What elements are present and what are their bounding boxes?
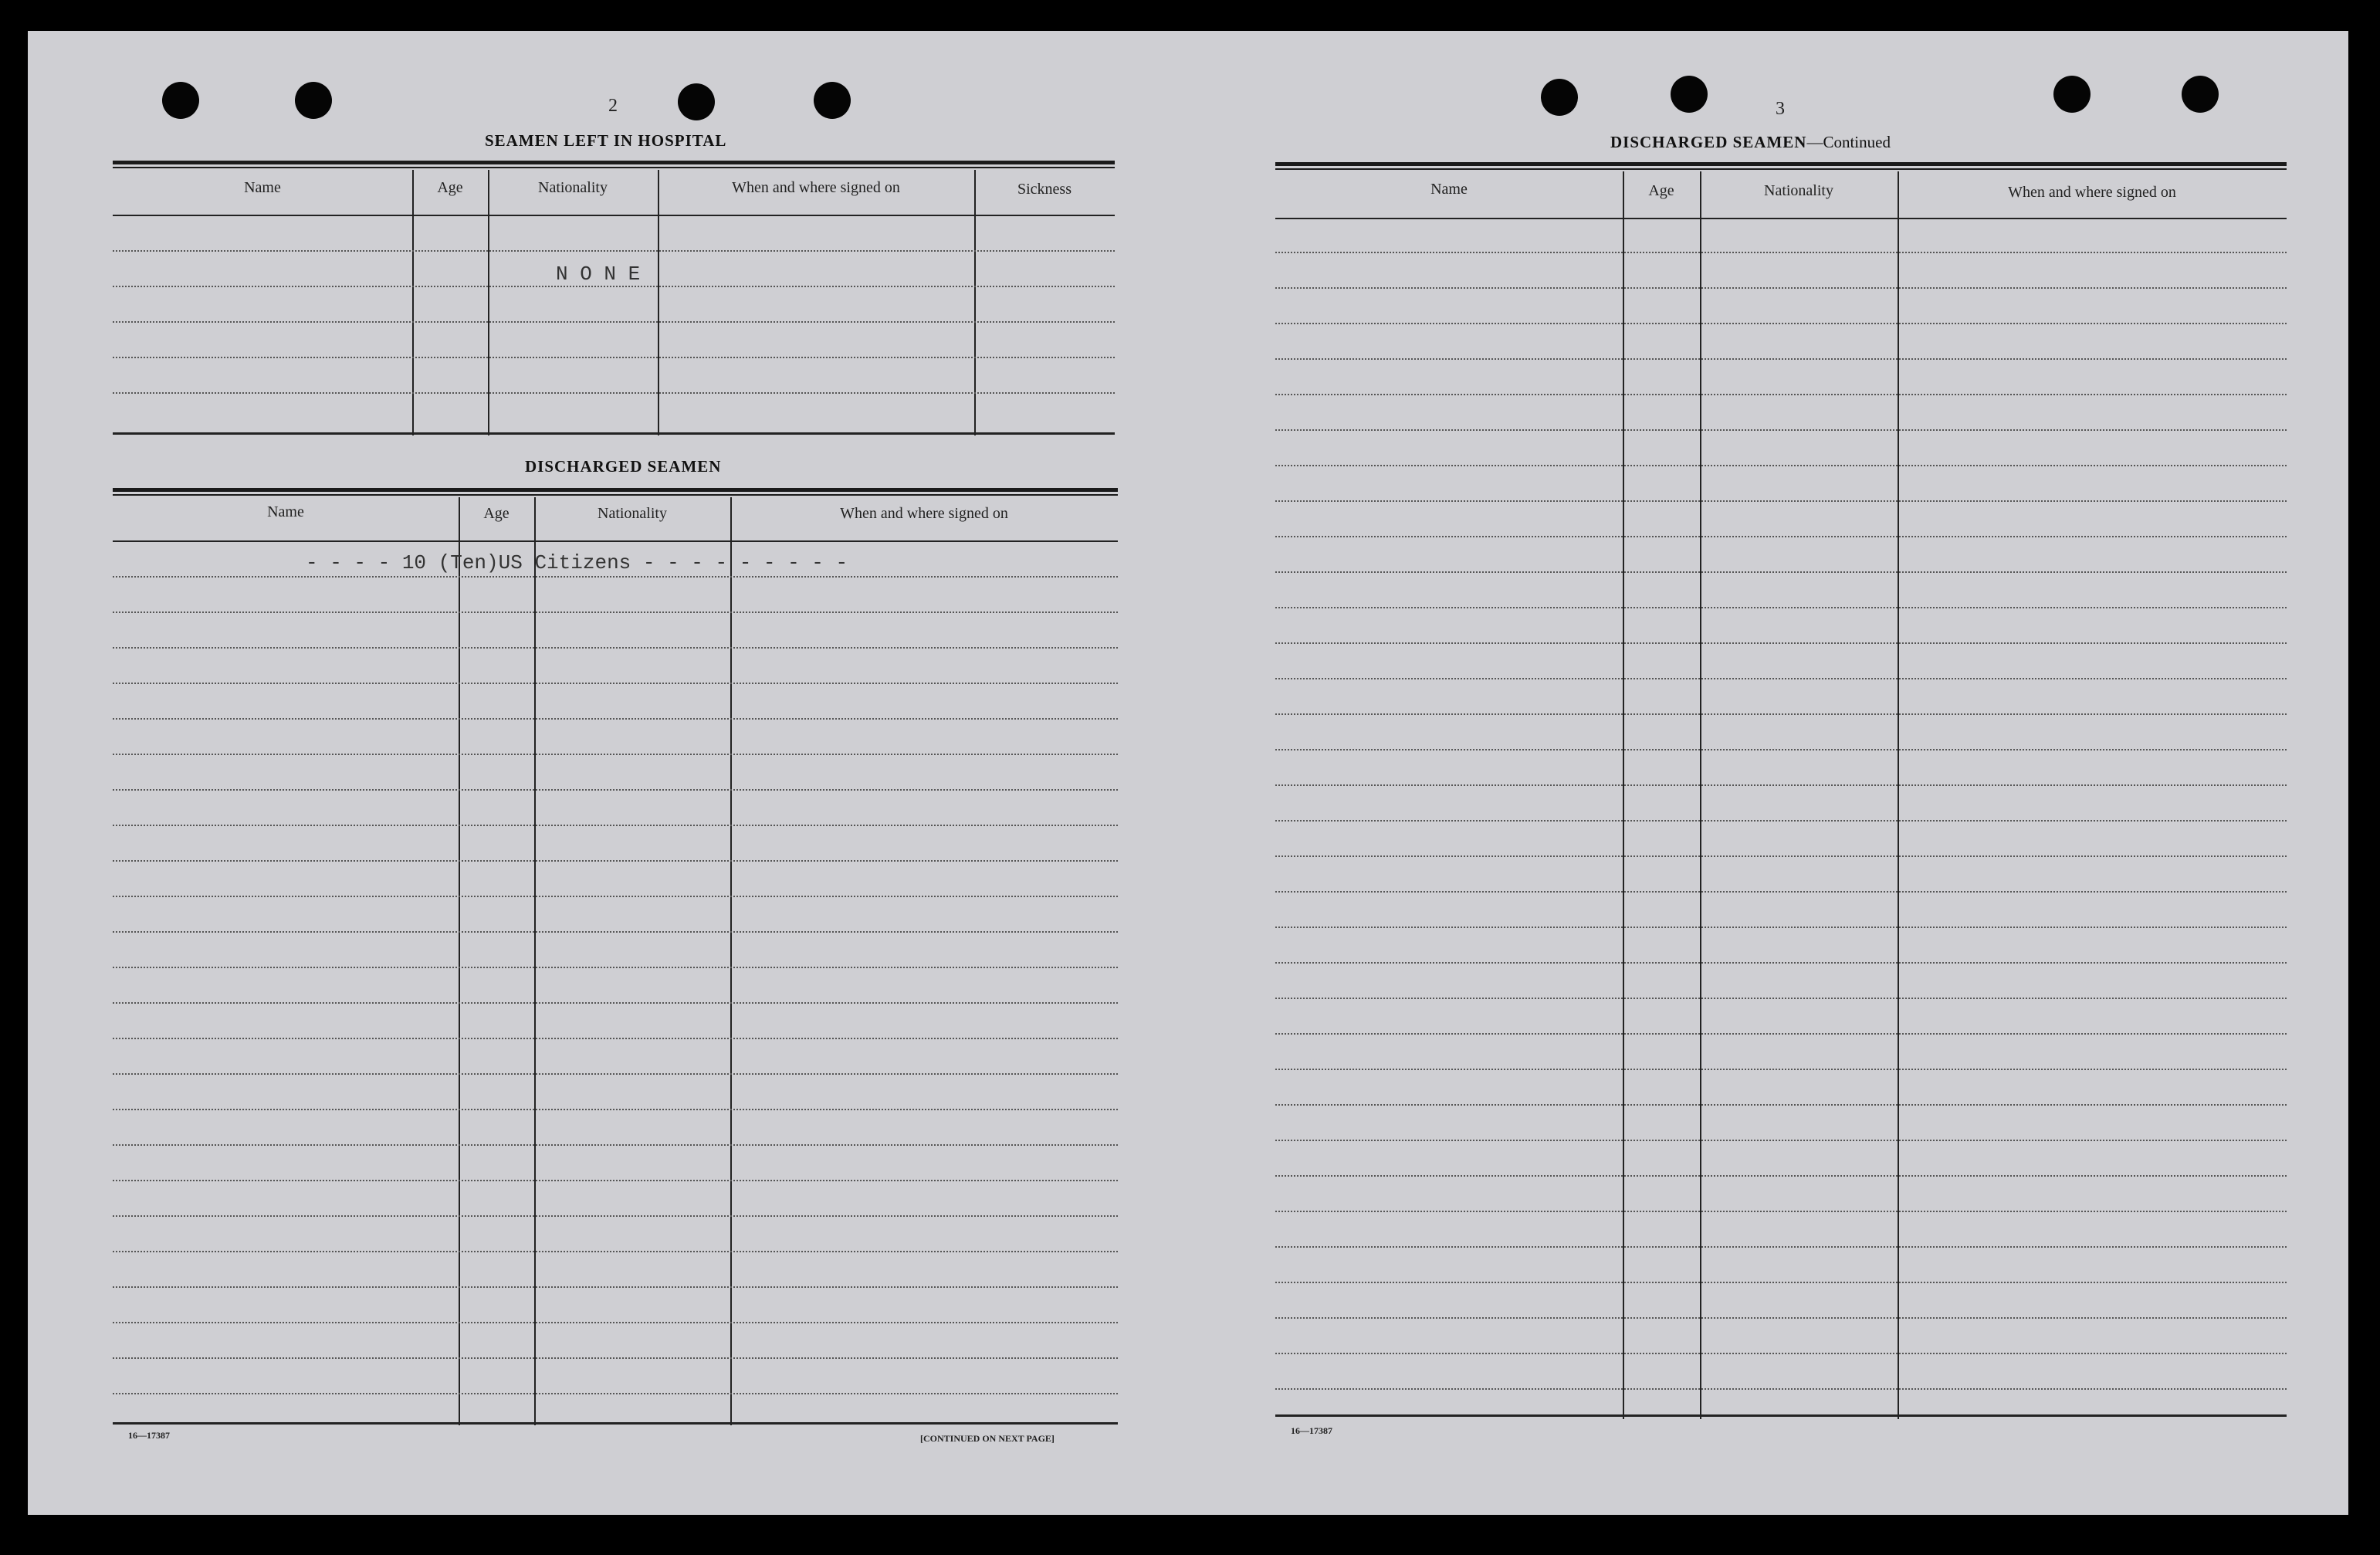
column-header-nationality: Nationality [598, 505, 667, 522]
table-row [113, 611, 1118, 613]
section-title-text: DISCHARGED SEAMEN [1610, 133, 1807, 151]
hospital-table [113, 161, 1115, 435]
table-row [113, 1393, 1118, 1394]
table-row [113, 1002, 1118, 1004]
table-row [113, 825, 1118, 826]
table-row [1275, 749, 2287, 750]
table-row [1275, 1211, 2287, 1212]
discharged-continued-table [1275, 162, 2287, 1419]
table-row [1275, 571, 2287, 573]
typed-entry-none: N O N E [556, 263, 641, 286]
table-row [113, 1073, 1118, 1075]
table-bottom-rule [113, 432, 1115, 435]
table-row [1275, 1317, 2287, 1319]
table-row [113, 1357, 1118, 1359]
table-row [113, 1286, 1118, 1288]
column-header-nationality: Nationality [1764, 182, 1833, 199]
section-title-hospital: SEAMEN LEFT IN HOSPITAL [485, 131, 727, 150]
table-row [113, 392, 1115, 394]
column-divider [974, 170, 976, 435]
table-row [1275, 1388, 2287, 1390]
section-title-discharged: DISCHARGED SEAMEN [525, 457, 722, 476]
section-title-discharged-continued [1610, 133, 1891, 152]
column-divider [658, 170, 659, 435]
table-row [1275, 1246, 2287, 1248]
table-row [113, 1322, 1118, 1323]
punch-hole [162, 82, 199, 119]
table-row [113, 931, 1118, 933]
table-row [113, 1109, 1118, 1110]
column-divider [488, 170, 489, 435]
table-row [1275, 820, 2287, 822]
table-row [1275, 855, 2287, 857]
table-row [1275, 678, 2287, 679]
column-header-age: Age [1648, 182, 1674, 199]
table-row [1275, 252, 2287, 253]
table-row [113, 286, 1115, 287]
header-rule [113, 215, 1115, 216]
table-row [113, 1038, 1118, 1039]
column-header-signed-on: When and where signed on [840, 505, 1008, 522]
punch-hole [2053, 76, 2091, 113]
table-rule [113, 494, 1118, 496]
table-row [113, 1215, 1118, 1217]
table-row [1275, 891, 2287, 893]
table-row [113, 321, 1115, 323]
table-row [1275, 536, 2287, 537]
punch-hole [678, 83, 715, 120]
punch-hole [2182, 76, 2219, 113]
table-row [1275, 962, 2287, 964]
table-row [1275, 1069, 2287, 1070]
table-bottom-rule [1275, 1414, 2287, 1417]
table-row [1275, 642, 2287, 644]
discharged-table [113, 488, 1118, 1425]
typed-entry-discharged: - - - - 10 (Ten)US Citizens - - - - - - - - - [306, 551, 848, 574]
column-header-signed-on: When and where signed on [732, 179, 900, 196]
table-row [1275, 784, 2287, 786]
table-row [1275, 607, 2287, 608]
punch-hole [1541, 79, 1578, 116]
table-row [1275, 465, 2287, 466]
table-row [113, 357, 1115, 358]
table-rule [113, 488, 1118, 492]
table-row [113, 967, 1118, 968]
table-row [113, 683, 1118, 684]
column-header-age: Age [483, 505, 510, 522]
table-row [1275, 287, 2287, 289]
table-row [1275, 1104, 2287, 1106]
table-row [1275, 1033, 2287, 1035]
form-number: 16—17387 [1291, 1425, 1332, 1436]
column-header-signed-on: When and where signed on [2008, 184, 2176, 201]
form-number: 16—17387 [128, 1430, 170, 1441]
table-rule [1275, 162, 2287, 166]
table-row [113, 1251, 1118, 1252]
column-header-nationality: Nationality [538, 179, 608, 196]
table-rule [113, 167, 1115, 168]
table-rule [1275, 168, 2287, 170]
page-number: 2 [608, 96, 618, 116]
header-rule [1275, 218, 2287, 219]
table-row [1275, 394, 2287, 395]
header-rule [113, 540, 1118, 542]
continued-note: [CONTINUED ON NEXT PAGE] [920, 1433, 1055, 1444]
table-row [1275, 500, 2287, 502]
table-row [1275, 927, 2287, 928]
table-row [113, 250, 1115, 252]
table-row [113, 718, 1118, 720]
table-row [1275, 1353, 2287, 1354]
table-rule [113, 161, 1115, 164]
table-bottom-rule [113, 1422, 1118, 1425]
table-row [1275, 1140, 2287, 1141]
table-row [1275, 713, 2287, 715]
page-number: 3 [1776, 99, 1785, 119]
table-row [113, 754, 1118, 755]
table-row [1275, 358, 2287, 360]
table-row [113, 1180, 1118, 1181]
column-divider [412, 170, 414, 435]
column-header-name: Name [267, 503, 304, 520]
table-row [1275, 323, 2287, 324]
table-row [113, 647, 1118, 649]
column-header-sickness: Sickness [1017, 181, 1072, 198]
table-row [1275, 998, 2287, 999]
column-header-name: Name [244, 179, 281, 196]
table-row [113, 789, 1118, 791]
table-row [1275, 1282, 2287, 1283]
table-row [1275, 1175, 2287, 1177]
section-title-suffix: —Continued [1806, 133, 1891, 151]
punch-hole [814, 82, 851, 119]
table-row [113, 576, 1118, 578]
table-row [113, 896, 1118, 897]
punch-hole [1671, 76, 1708, 113]
table-row [113, 1144, 1118, 1146]
table-row [113, 860, 1118, 862]
punch-hole [295, 82, 332, 119]
table-row [1275, 429, 2287, 431]
column-header-name: Name [1430, 181, 1468, 198]
column-header-age: Age [437, 179, 463, 196]
